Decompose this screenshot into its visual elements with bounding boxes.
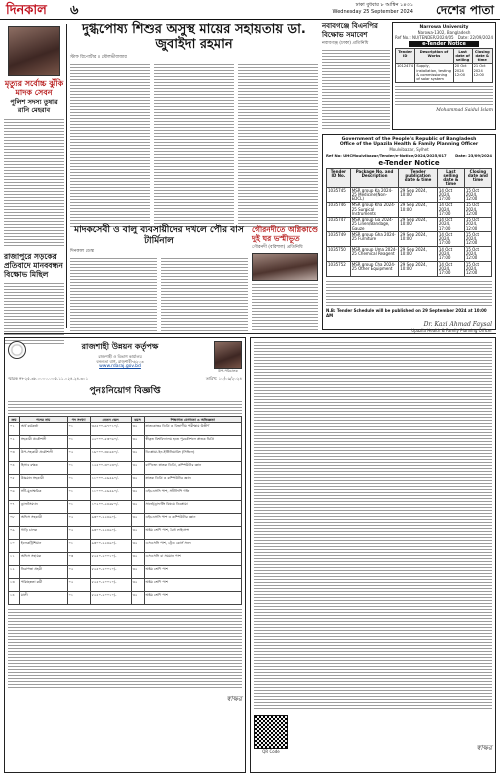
table-cell: ১১০০০-২৬৫৯০/- xyxy=(90,488,131,501)
date-bengali: ঢাকা বুধবার ৮ আশ্বিন ১৪৩১ xyxy=(355,2,413,8)
tender2-office: Office of the Upazila Health & Family Planning Officer xyxy=(339,142,479,147)
official-portrait xyxy=(214,341,242,369)
table-cell: এইচএসসি পাশ ও কম্পিউটার জ্ঞান xyxy=(144,514,241,527)
tender2-gov: Government of the People's Republic of Bangladesh xyxy=(341,137,477,142)
table-cell: 29 Sep 2024, 10:00 xyxy=(399,217,438,232)
table-row xyxy=(9,566,242,579)
tender2-sig-title: Upazila Health & Family Planning Officer xyxy=(411,327,492,333)
table-row xyxy=(327,217,492,232)
table-cell: ১৩ xyxy=(9,579,20,592)
table-cell: ৯৩০০-২২৪৯০/- xyxy=(90,514,131,527)
profile-body xyxy=(4,118,64,248)
right-notice xyxy=(250,337,496,773)
rda-date: তারিখ: ১০/০৯/২০২৪ xyxy=(205,376,242,381)
table-cell: ০২ xyxy=(9,436,20,449)
table-cell: ১৬০০০-৩৮৬৪০/- xyxy=(90,449,131,462)
second-body-col2 xyxy=(161,257,248,333)
table-row xyxy=(9,553,242,566)
side-story xyxy=(252,225,318,330)
small-byline: নবাবগঞ্জ (ঢাকা) প্রতিনিধি xyxy=(322,41,369,46)
table-cell: পরিচ্ছন্নতা কর্মী xyxy=(19,579,67,592)
table-cell: ০১ xyxy=(67,462,90,475)
table-cell: অষ্টম শ্রেণি পাশ xyxy=(144,579,241,592)
table-cell: অর্থ কর্মকর্তা xyxy=(19,423,67,436)
table-cell: ৩২ xyxy=(131,501,144,514)
table-cell: ৩২ xyxy=(131,527,144,540)
table-row xyxy=(9,514,242,527)
top-small-story xyxy=(322,22,390,130)
table-cell: গাড়ি চালক xyxy=(19,527,67,540)
left-bottom-body xyxy=(4,282,64,344)
tender2-ref: Ref No: UHCMoulvibazar/Tender/e-Notice/2024/2025/017 xyxy=(326,153,447,158)
rda-address: বনলতা বাগ, রাজশাহী-৬২০৩ xyxy=(96,359,144,364)
tender2-col-header: Closing date and time xyxy=(464,169,491,188)
table-row xyxy=(9,592,242,605)
tender2-note: N.B: Tender Schedule will be published on 29 September 2024 at 10:00 AM xyxy=(326,307,487,318)
table-cell: ৯৩০০-২২৪৯০/- xyxy=(90,540,131,553)
table-cell: 14 Oct 2024, 17:00 xyxy=(437,232,464,247)
table-cell: ১২ xyxy=(9,566,20,579)
left-column xyxy=(4,24,64,329)
table-cell: ০৯ xyxy=(9,527,20,540)
table-cell: সাঁট-মুদ্রাক্ষরিক xyxy=(19,488,67,501)
rda-signature: স্বাক্ষর xyxy=(226,695,242,704)
table-cell: ৩২ xyxy=(131,488,144,501)
table-cell: নিরাপত্তা প্রহরী xyxy=(19,566,67,579)
table-row xyxy=(9,527,242,540)
table-cell: 15 Oct 2024, 12:00 xyxy=(464,202,491,217)
table-cell: উপ-সহকারী প্রকৌশলী xyxy=(19,449,67,462)
second-story xyxy=(70,225,248,330)
table-cell: ১০ xyxy=(9,540,20,553)
small-body xyxy=(322,49,390,129)
rda-table-body xyxy=(9,423,242,605)
tender1-body xyxy=(395,85,493,107)
table-cell: ৮২৫০-২০০১০/- xyxy=(90,553,131,566)
second-headline: মাদকসেবী ও বালু ব্যবসায়ীদের দখলে পৌর বাস টার্মিনাল xyxy=(74,225,244,246)
table-cell: এসএসসি বা সমমান পাশ xyxy=(144,553,241,566)
lead-story xyxy=(70,22,318,222)
table-cell: MSR group Kha 2024-25 Surgical Instruments xyxy=(350,202,398,217)
table-row xyxy=(9,462,242,475)
rda-col-header: শিক্ষাগত যোগ্যতা ও অভিজ্ঞতা xyxy=(144,417,241,423)
table-cell: এসএসসি পাশ, ট্রেড কোর্স সনদ xyxy=(144,540,241,553)
table-cell: এইচএসসি পাশ, সাঁটলিপি গতি xyxy=(144,488,241,501)
table-row xyxy=(9,540,242,553)
side-body xyxy=(252,283,318,331)
table-row xyxy=(327,247,492,262)
table-cell: হিসাব রক্ষক xyxy=(19,462,67,475)
tender2-col-header: Last selling date & time xyxy=(437,169,464,188)
rda-col-header: বেতন স্কেল xyxy=(90,417,131,423)
table-row xyxy=(9,436,242,449)
table-cell: 1035752 xyxy=(327,261,351,276)
profile-headline: মৃত্যুর সর্বোচ্চ ঝুঁকি মাদক সেবন xyxy=(4,79,64,97)
table-cell: 15 Oct 2024, 12:00 xyxy=(464,232,491,247)
table-cell: ০৩ xyxy=(9,449,20,462)
table-cell: MSR group Ka 2024-25 Medicine(Non-EDCL) xyxy=(350,188,398,203)
table-cell: ০১ xyxy=(67,436,90,449)
table-cell: ০২ xyxy=(67,579,90,592)
table-cell: 15 Oct 2024, 12:00 xyxy=(464,247,491,262)
table-cell: সহকারী প্রকৌশলী xyxy=(19,436,67,449)
page-number: ৬ xyxy=(70,3,79,18)
table-cell: ০৬ xyxy=(9,488,20,501)
table-cell: 1035747 xyxy=(327,217,351,232)
rda-col-header: পদের নাম xyxy=(19,417,67,423)
tender2-col-header: Tender ID No. xyxy=(327,169,351,188)
table-row xyxy=(9,423,242,436)
table-cell: ৩২ xyxy=(131,436,144,449)
side-byline: গৌরনদী (বরিশাল) প্রতিনিধি xyxy=(252,245,303,250)
right-notice-body xyxy=(254,341,492,711)
tender2-col-header: Tender publication date & time xyxy=(399,169,438,188)
table-cell: 29 Sep 2024, 10:00 xyxy=(399,247,438,262)
tender2-signature: Dr. Kazi Ahmad Faysal xyxy=(423,320,492,328)
horizontal-divider xyxy=(4,333,496,334)
table-cell: ৩২ xyxy=(131,514,144,527)
table-cell: স্বীকৃত বিশ্ববিদ্যালয় হতে পুরকৌশলে স্নাতক ডিগ্রি xyxy=(144,436,241,449)
table-row xyxy=(9,488,242,501)
rda-memo: স্মারক নং-২৫.৩৮.০০০০.০০৫.১১.০২৪.২৪.৩০১ xyxy=(8,376,89,381)
tender2-table xyxy=(326,168,492,277)
table-cell: ০২ xyxy=(67,514,90,527)
lead-body-col1 xyxy=(70,63,150,229)
section-title: দেশের পাতা xyxy=(436,3,494,17)
table-cell: ১১ xyxy=(9,553,20,566)
table-cell: ৩২ xyxy=(131,540,144,553)
tender2-location: Moulvibazar, Sylhet xyxy=(389,147,429,152)
table-cell: 14 Oct 2024, 17:00 xyxy=(437,202,464,217)
table-cell: মালী xyxy=(19,592,67,605)
table-cell: 15 Oct 2024, 12:00 xyxy=(464,261,491,276)
rda-col-header: বয়স xyxy=(131,417,144,423)
table-cell: 1035749 xyxy=(327,232,351,247)
table-cell: স্নাতকোত্তর ডিগ্রি ও বিভাগীয় পরীক্ষায় উত্তীর্ণ xyxy=(144,423,241,436)
table-cell: ৩২ xyxy=(131,579,144,592)
table-cell: 14 Oct 2024, 17:00 xyxy=(437,217,464,232)
column-divider xyxy=(66,24,67,328)
table-cell: 29 Sep 2024, 10:00 xyxy=(399,202,438,217)
table-cell: 29 Sep 2024, 10:00 xyxy=(399,232,438,247)
table-cell: ০৭ xyxy=(9,501,20,514)
tender-notice-health xyxy=(322,134,496,333)
masthead-dates xyxy=(318,2,413,16)
rda-title: পুনঃনিয়োগ বিজ্ঞপ্তি xyxy=(89,386,161,396)
rda-seal-icon xyxy=(8,341,26,359)
table-cell: ০২ xyxy=(67,527,90,540)
table-cell: অফিস সহায়ক xyxy=(19,553,67,566)
small-headline: নবাবগঞ্জে বিএনপির বিক্ষোভ সমাবেশ xyxy=(322,22,378,39)
table-cell: MSR group Ga 2024-25 Linen/Bandage, Gauze xyxy=(350,217,398,232)
table-cell: ৮২৫০-২০০১০/- xyxy=(90,592,131,605)
table-cell: 15 Oct 2024, 12:00 xyxy=(464,217,491,232)
tender2-title: e-Tender Notice xyxy=(378,159,440,167)
table-cell: 21 Oct 2024 12:00 xyxy=(472,63,492,82)
rda-org-sub: রাজশাহী ও বিভাগ কার্যালয় xyxy=(98,354,142,359)
table-row xyxy=(327,188,492,203)
lead-byline: স্টাফ রিপোর্টার ॥ মৌলভীবাজার xyxy=(70,55,127,60)
rda-col-header: ক্রম xyxy=(9,417,20,423)
tender1-table xyxy=(395,48,493,83)
lead-body-col2 xyxy=(154,63,234,229)
rda-org: রাজশাহী উন্নয়ন কর্তৃপক্ষ xyxy=(81,342,159,351)
fire-photo xyxy=(252,253,318,281)
table-cell: ০১ xyxy=(67,501,90,514)
table-row xyxy=(9,475,242,488)
table-cell: Supply, installation, testing & commissioning of solar system xyxy=(415,63,453,82)
table-cell: 14 Oct 2024, 17:00 xyxy=(437,261,464,276)
rda-conditions xyxy=(8,608,242,690)
table-cell: ০১ xyxy=(67,488,90,501)
table-cell: ৩২ xyxy=(131,475,144,488)
tender1-col-header: Closing date & time xyxy=(472,49,492,64)
table-cell: ৩২ xyxy=(131,553,144,566)
table-cell: ৩২ xyxy=(131,449,144,462)
side-headline: গৌরনদীতে অগ্নিকাণ্ডে দুই ঘর ভস্মীভূত xyxy=(252,225,318,243)
lead-body-col3 xyxy=(238,63,318,229)
table-cell: 14 Oct 2024, 17:00 xyxy=(437,247,464,262)
table-cell: ০১ xyxy=(67,540,90,553)
rda-col-header: পদ সংখ্যা xyxy=(67,417,90,423)
table-cell: ২২০০০-৫৩০৬০/- xyxy=(90,436,131,449)
tender1-memo: Ref No.: NU/TENDER/2024/05 xyxy=(395,35,454,40)
tender1-col-header: Last date of selling xyxy=(453,49,472,64)
portrait-caption: উপ-পরিচালক xyxy=(218,369,238,373)
table-cell: ৮২৫০-২০০১০/- xyxy=(90,566,131,579)
table-cell: ১৪ xyxy=(9,592,20,605)
right-notice-signature: স্বাক্ষর xyxy=(476,744,492,752)
table-cell: ইলেকট্রিশিয়ান xyxy=(19,540,67,553)
table-cell: ০১ xyxy=(9,423,20,436)
left-bottom-headline: রাজাপুরে সড়কের প্রতিবাদে মানববন্ধন বিক্ষোভ মিছিল xyxy=(4,252,63,279)
table-cell: ১০২০০-২৪৬৮০/- xyxy=(90,501,131,514)
tender1-org: Narrowa University xyxy=(419,25,469,30)
table-cell: অষ্টম শ্রেণি পাশ, বৈধ লাইসেন্স xyxy=(144,527,241,540)
table-cell: ৩২ xyxy=(131,592,144,605)
table-cell: ১২৫০০-৩০২৩০/- xyxy=(90,462,131,475)
table-cell: স্নাতক ডিগ্রি ও কম্পিউটার জ্ঞান xyxy=(144,475,241,488)
qr-caption: QR Code xyxy=(262,749,280,754)
tender-notice-university xyxy=(392,22,496,130)
table-cell: বাণিজ্যে স্নাতক ডিগ্রি, কম্পিউটার জ্ঞান xyxy=(144,462,241,475)
table-cell: উচ্চমান সহকারী xyxy=(19,475,67,488)
recruitment-notice xyxy=(4,337,246,773)
table-row xyxy=(9,579,242,592)
tender1-signature: Mohammad Saidul Islam xyxy=(436,107,493,113)
table-cell: MSR group Gha 2024-25 Furniture xyxy=(350,232,398,247)
table-cell: 1035745 xyxy=(327,188,351,203)
table-cell: ০২ xyxy=(67,566,90,579)
table-cell: ০৪ xyxy=(9,462,20,475)
table-cell: ৩২ xyxy=(131,566,144,579)
table-cell: ০২ xyxy=(67,449,90,462)
tender2-date: Date: 23/09/2024 xyxy=(455,153,492,158)
table-row xyxy=(327,202,492,217)
newspaper-logo: দিনকাল xyxy=(6,3,47,18)
table-cell: 1035750 xyxy=(327,247,351,262)
tender2-col-header: Package No. and Description xyxy=(350,169,398,188)
table-row xyxy=(9,501,242,514)
table-cell: ৩৫৫০০-৬৭০১০/- xyxy=(90,423,131,436)
table-cell: 14 Oct 2024, 17:00 xyxy=(437,188,464,203)
profile-subhead: পুলিশ সদস্য তুষার রানি মেহরাব xyxy=(10,98,58,114)
table-cell: 29 Sep 2024, 10:00 xyxy=(399,188,438,203)
table-cell: ০৫ xyxy=(9,475,20,488)
table-cell: ৮২৫০-২০০১০/- xyxy=(90,579,131,592)
tender1-col-header: Description of Works xyxy=(415,49,453,64)
table-row xyxy=(327,232,492,247)
table-cell: ৩২ xyxy=(131,462,144,475)
table-cell: অফিস সহকারী xyxy=(19,514,67,527)
table-cell: ৩২ xyxy=(131,423,144,436)
table-cell: 1012474 xyxy=(396,63,415,82)
tender2-body xyxy=(326,280,492,306)
table-cell: 1035746 xyxy=(327,202,351,217)
table-row xyxy=(396,63,493,82)
table-cell: ০৮ xyxy=(9,514,20,527)
table-cell: ডিপ্লোমা-ইন-ইঞ্জিনিয়ারিং (সিভিল) xyxy=(144,449,241,462)
table-cell: 15 Oct 2024, 12:00 xyxy=(464,188,491,203)
table-cell: ৯৩০০-২২৪৯০/- xyxy=(90,527,131,540)
table-cell: ড্রাফটসম্যান xyxy=(19,501,67,514)
table-cell: অষ্টম শ্রেণি পাশ xyxy=(144,592,241,605)
second-body-col1 xyxy=(70,257,157,333)
rda-posts-table xyxy=(8,416,242,605)
table-cell: 20 Oct 2024 12:00 xyxy=(453,63,472,82)
second-byline: দিনকাল ডেস্ক xyxy=(70,249,94,254)
lead-headline: দুগ্ধপোষ্য শিশুর অসুস্থ মায়ের সহায়তায় ডা. জুবাইদা রহমান xyxy=(82,22,306,52)
table-cell: MSR group Uma 2024-25 Chemical Reagent xyxy=(350,247,398,262)
table-cell: ০১ xyxy=(67,475,90,488)
table-cell: অষ্টম শ্রেণি পাশ xyxy=(144,566,241,579)
tender1-org-line2: Narowa-1302, Bangladesh xyxy=(417,30,471,35)
rda-intro xyxy=(8,400,242,414)
profile-photo xyxy=(8,26,60,76)
table-cell: MSR group Cha 2024-25 Other Equipment xyxy=(350,261,398,276)
table-cell: ০৩ xyxy=(67,553,90,566)
table-row xyxy=(327,261,492,276)
tender1-date: Date: 22/09/2024 xyxy=(457,35,493,40)
rda-website-link[interactable]: www.rdaraj.gov.bd xyxy=(99,364,141,369)
table-cell: ০১ xyxy=(67,423,90,436)
table-cell: 29 Sep 2024, 10:00 xyxy=(399,261,438,276)
date-english: Wednesday 25 September 2024 xyxy=(332,9,413,15)
table-cell: ১১০০০-২৬৫৯০/- xyxy=(90,475,131,488)
table-cell: ০১ xyxy=(67,592,90,605)
tender1-title: e-Tender Notice xyxy=(409,41,479,47)
masthead xyxy=(0,0,500,20)
table-cell: সার্ভে/ড্রাফটিং বিষয়ে ডিপ্লোমা xyxy=(144,501,241,514)
qr-code-icon xyxy=(254,715,288,749)
table-row xyxy=(9,449,242,462)
tender1-col-header: Tender ID xyxy=(396,49,415,64)
